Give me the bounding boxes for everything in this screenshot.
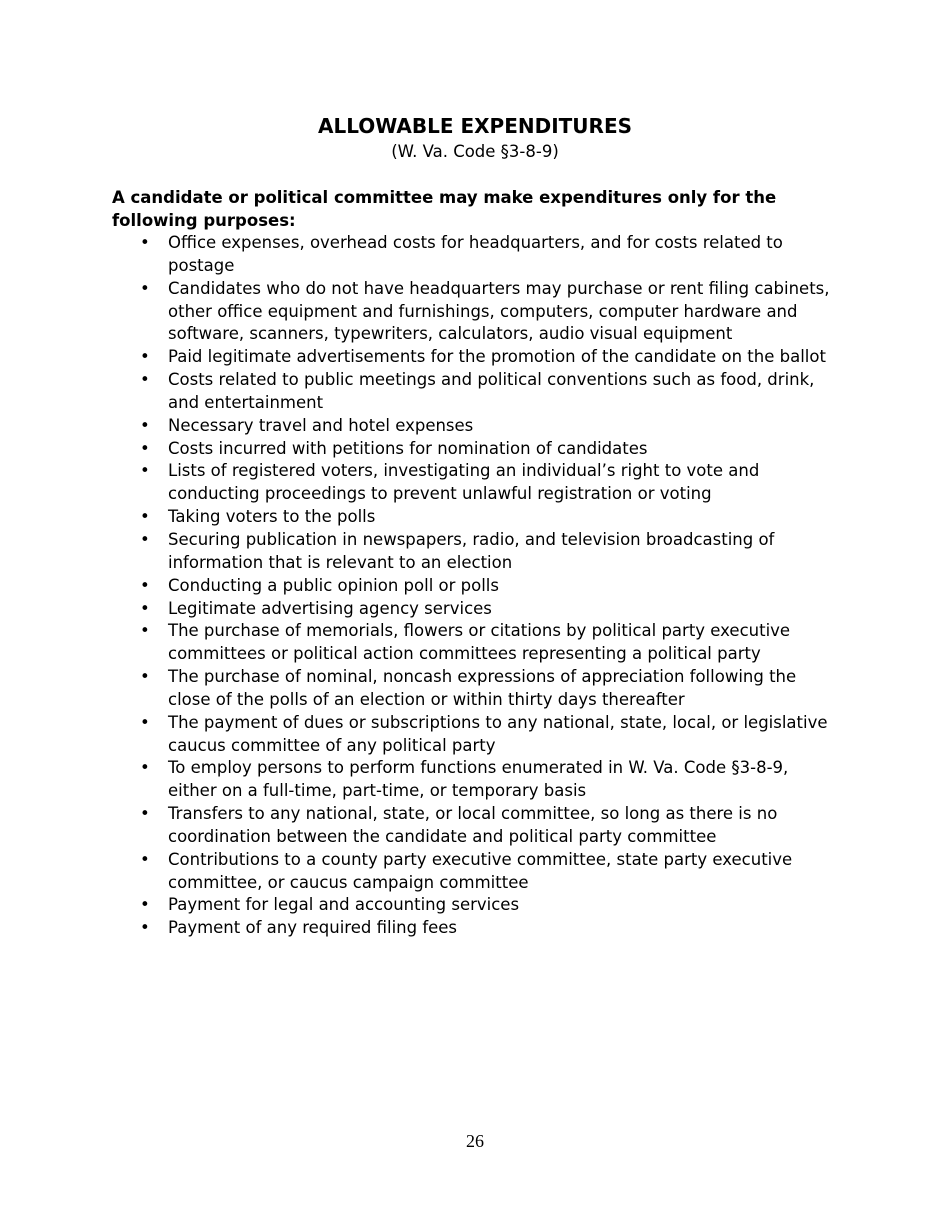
list-item-text: To employ persons to perform functions enumerated in W. Va. Code §3-8-9, either on a full-time, part-time, or temporary basis <box>168 758 789 801</box>
page-title: ALLOWABLE EXPENDITURES <box>317 114 633 138</box>
bullet-icon: • <box>140 233 150 252</box>
list-item-text: Payment for legal and accounting services <box>168 895 520 915</box>
bullet-icon: • <box>140 438 150 458</box>
list-item-text: Taking voters to the polls <box>168 507 376 527</box>
bullet-icon: • <box>140 347 150 367</box>
bullet-icon: • <box>140 461 150 481</box>
list-item-text: Securing publication in newspapers, radio, and television broadcasting of information that is relevant to an election <box>168 529 775 572</box>
list-item-text: Candidates who do not have headquarters may purchase or rent filing cabinets, other office equipment and furnishings, computers, computer hardware and software, scanners, typewriters, calculators, audio visual equipment <box>168 278 830 344</box>
list-item <box>140 438 840 461</box>
bullet-icon: • <box>140 895 150 915</box>
list-item-text: Office expenses, overhead costs for headquarters, and for costs related to postage <box>168 233 783 275</box>
list-item <box>140 575 840 598</box>
list-item-text: The purchase of nominal, noncash expressions of appreciation following the close of the polls of an election or within thirty days thereafter <box>168 667 797 709</box>
code-citation: (W. Va. Code §3-8-9) <box>391 142 559 161</box>
list-item <box>140 506 840 529</box>
list-item-text: Necessary travel and hotel expenses <box>168 415 474 435</box>
list-item-text: Costs incurred with petitions for nomination of candidates <box>168 438 648 458</box>
list-item-text: Contributions to a county party executive committee, state party executive committee, or caucus campaign committee <box>168 849 793 892</box>
list-item-text: Paid legitimate advertisements for the promotion of the candidate on the ballot <box>168 347 826 367</box>
list-item-text: Costs related to public meetings and political conventions such as food, drink, and entertainment <box>168 370 815 412</box>
list-item <box>140 803 840 849</box>
list-item-text: The payment of dues or subscriptions to any national, state, local, or legislative caucus committee of any political party <box>168 712 828 755</box>
bullet-icon: • <box>140 575 150 595</box>
intro-statement: A candidate or political committee may make expenditures only for the following purposes: <box>112 188 777 230</box>
list-item <box>140 232 840 278</box>
list-item <box>140 529 840 575</box>
bullet-icon: • <box>140 278 150 298</box>
bullet-icon: • <box>140 507 150 527</box>
list-item <box>140 712 840 758</box>
bullet-icon: • <box>140 529 150 549</box>
bullet-icon: • <box>140 918 150 938</box>
list-item <box>140 757 840 803</box>
list-item-text: Lists of registered voters, investigating an individual’s right to vote and conducting proceedings to prevent unlawful registration or voting <box>168 461 760 504</box>
expenditure-list <box>140 232 840 940</box>
list-item <box>140 460 840 506</box>
list-item <box>140 620 840 666</box>
bullet-icon: • <box>140 598 150 618</box>
list-item <box>140 894 840 917</box>
list-item-text: Transfers to any national, state, or local committee, so long as there is no coordination between the candidate and political party committee <box>168 804 778 846</box>
list-item-text: Payment of any required filing fees <box>168 918 458 938</box>
list-item-text: Conducting a public opinion poll or polls <box>168 575 499 595</box>
list-item <box>140 369 840 415</box>
bullet-icon: • <box>140 370 150 390</box>
list-item-text: The purchase of memorials, flowers or citations by political party executive committees or political action committees representing a political party <box>168 621 791 664</box>
bullet-icon: • <box>140 621 150 641</box>
bullet-icon: • <box>140 849 150 869</box>
list-item <box>140 278 840 347</box>
bullet-icon: • <box>140 804 150 824</box>
list-item <box>140 666 840 712</box>
list-item <box>140 415 840 438</box>
bullet-icon: • <box>140 758 150 778</box>
bullet-icon: • <box>140 415 150 435</box>
list-item-text: Legitimate advertising agency services <box>168 598 492 618</box>
page-number: 26 <box>466 1131 484 1151</box>
list-item <box>140 346 840 369</box>
bullet-icon: • <box>140 667 150 687</box>
list-item <box>140 849 840 895</box>
list-item <box>140 917 840 940</box>
bullet-icon: • <box>140 712 150 732</box>
list-item <box>140 598 840 621</box>
